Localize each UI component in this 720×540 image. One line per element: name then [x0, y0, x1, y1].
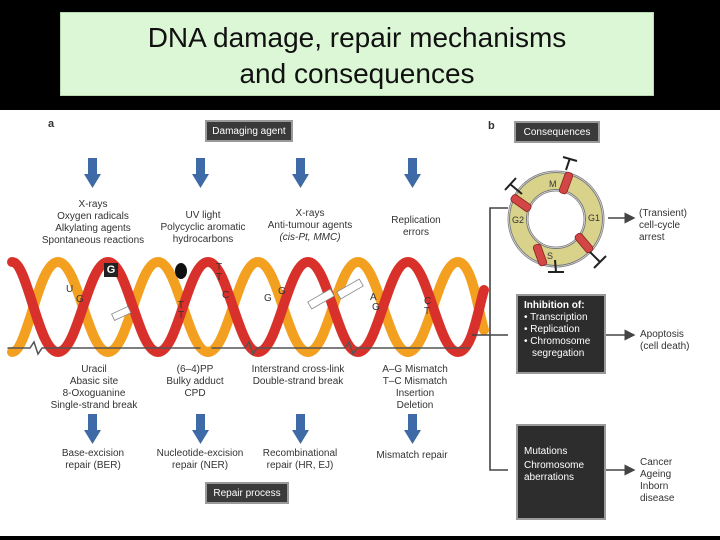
- outcome-text: (cell death): [640, 341, 690, 352]
- lesion-text: Double-strand break: [252, 376, 344, 387]
- phase-g1-label: G1: [588, 213, 601, 223]
- panel-b-label: b: [488, 120, 495, 132]
- title-line-1: DNA damage, repair mechanisms: [147, 22, 567, 53]
- outcome-text: (Transient): [639, 208, 687, 219]
- repair-group-3: [248, 448, 352, 472]
- agent-arrows: [84, 158, 421, 188]
- lesion-text: CPD: [184, 388, 206, 399]
- base-label: T: [216, 272, 223, 283]
- agent-group-1: [30, 199, 156, 247]
- lesion-text: Single-strand break: [50, 400, 138, 411]
- base-label: C: [222, 290, 230, 301]
- lesion-group-1: [36, 364, 152, 412]
- lesion-text: Interstrand cross-link: [251, 364, 345, 375]
- outcome-disease: [640, 457, 674, 505]
- lesion-group-4: [370, 364, 460, 412]
- repair-text: repair (BER): [65, 460, 121, 471]
- lesion-text: Abasic site: [69, 376, 119, 387]
- lesion-text: A–G Mismatch: [382, 364, 448, 375]
- agent-text: hydrocarbons: [172, 234, 234, 245]
- panel-a-label: a: [48, 118, 55, 130]
- repair-group-2: [140, 448, 260, 472]
- agent-text: UV light: [185, 210, 221, 221]
- inhibition-item: segregation: [532, 348, 585, 359]
- lesion-text: Bulky adduct: [166, 376, 224, 387]
- base-label: U: [66, 284, 74, 295]
- base-label: G: [372, 302, 380, 313]
- base-label: G: [264, 293, 272, 304]
- agent-arrow-3: [292, 158, 309, 188]
- base-label: G: [76, 294, 84, 305]
- base-label: A: [370, 292, 377, 303]
- base-label: T: [178, 300, 185, 311]
- inhibition-box: [516, 294, 606, 374]
- outcome-text: Inborn: [640, 481, 669, 492]
- title-box: [60, 12, 654, 96]
- repair-arrow-2: [192, 414, 209, 444]
- mutations-text: aberrations: [524, 472, 575, 483]
- outcome-text: Ageing: [640, 469, 672, 480]
- inhibition-item: • Transcription: [524, 312, 588, 323]
- repair-text: repair (NER): [171, 460, 229, 471]
- mutations-text: Chromosome: [524, 460, 585, 471]
- phase-g2-label: G2: [512, 215, 525, 225]
- lesion-group-2: [155, 364, 235, 400]
- outcome-text: arrest: [639, 232, 665, 243]
- dna-figure: [0, 110, 720, 536]
- lesion-group-3: [238, 364, 358, 388]
- agent-text: errors: [402, 227, 430, 238]
- lesion-text: (6–4)PP: [176, 364, 214, 375]
- agent-text: X-rays: [295, 208, 325, 219]
- base-g-box: G: [104, 263, 118, 277]
- agent-arrow-2: [192, 158, 209, 188]
- agent-group-4: [376, 215, 456, 239]
- inhibition-header: Inhibition of:: [524, 300, 585, 311]
- bulky-adduct: [175, 263, 187, 279]
- lesion-text: 8-Oxoguanine: [62, 388, 126, 399]
- repair-text: Mismatch repair: [376, 450, 448, 461]
- agent-text: Anti-tumour agents: [267, 220, 353, 231]
- repair-arrow-4: [404, 414, 421, 444]
- base-label: C: [424, 296, 432, 307]
- consequences-label: Consequences: [514, 121, 600, 143]
- mutations-text: Mutations: [524, 446, 568, 457]
- title-line-2: and consequences: [239, 58, 475, 89]
- agent-text: Polycyclic aromatic: [160, 222, 246, 233]
- outcome-text: cell-cycle: [639, 220, 681, 231]
- base-label: T: [178, 310, 185, 321]
- base-label: T: [216, 262, 223, 273]
- repair-arrows: [84, 414, 421, 444]
- repair-arrow-3: [292, 414, 309, 444]
- base-label: T: [424, 306, 431, 317]
- phase-s-label: S: [547, 251, 554, 261]
- agent-arrow-4: [404, 158, 421, 188]
- repair-text: repair (HR, EJ): [266, 460, 334, 471]
- phase-m-label: M: [549, 179, 557, 189]
- agent-text: Replication: [391, 215, 441, 226]
- agent-text: Alkylating agents: [55, 223, 131, 234]
- outcome-text: Cancer: [640, 457, 673, 468]
- outcome-text: disease: [640, 493, 675, 504]
- repair-process-label: Repair process: [205, 482, 289, 504]
- outcome-text: Apoptosis: [640, 329, 684, 340]
- agent-text: Spontaneous reactions: [41, 235, 145, 246]
- mutations-box: [516, 424, 606, 520]
- lesion-text: T–C Mismatch: [382, 376, 448, 387]
- repair-group-1: [40, 448, 146, 472]
- agent-text: X-rays: [78, 199, 108, 210]
- repair-arrow-1: [84, 414, 101, 444]
- damaging-agent-label: Damaging agent: [205, 120, 293, 142]
- agent-group-3: [258, 208, 362, 244]
- repair-group-4: [366, 450, 458, 462]
- repair-text: Nucleotide-excision: [156, 448, 244, 459]
- base-label: G: [278, 286, 286, 297]
- lesion-text: Deletion: [396, 400, 434, 411]
- lesion-text: Uracil: [81, 364, 107, 375]
- agent-group-2: [145, 210, 261, 246]
- repair-text: Recombinational: [262, 448, 338, 459]
- inhibition-item: • Chromosome: [524, 336, 591, 347]
- lesion-text: Insertion: [395, 388, 435, 399]
- outcome-apoptosis: [640, 329, 689, 353]
- outcome-arrest: [639, 208, 687, 244]
- dna-helix: [8, 262, 484, 354]
- agent-arrow-1: [84, 158, 101, 188]
- figure-graphics: [0, 110, 720, 536]
- agent-text: Oxygen radicals: [57, 211, 129, 222]
- repair-text: Base-excision: [61, 448, 125, 459]
- inhibition-item: • Replication: [524, 324, 580, 335]
- agent-text: (cis-Pt, MMC): [279, 232, 341, 243]
